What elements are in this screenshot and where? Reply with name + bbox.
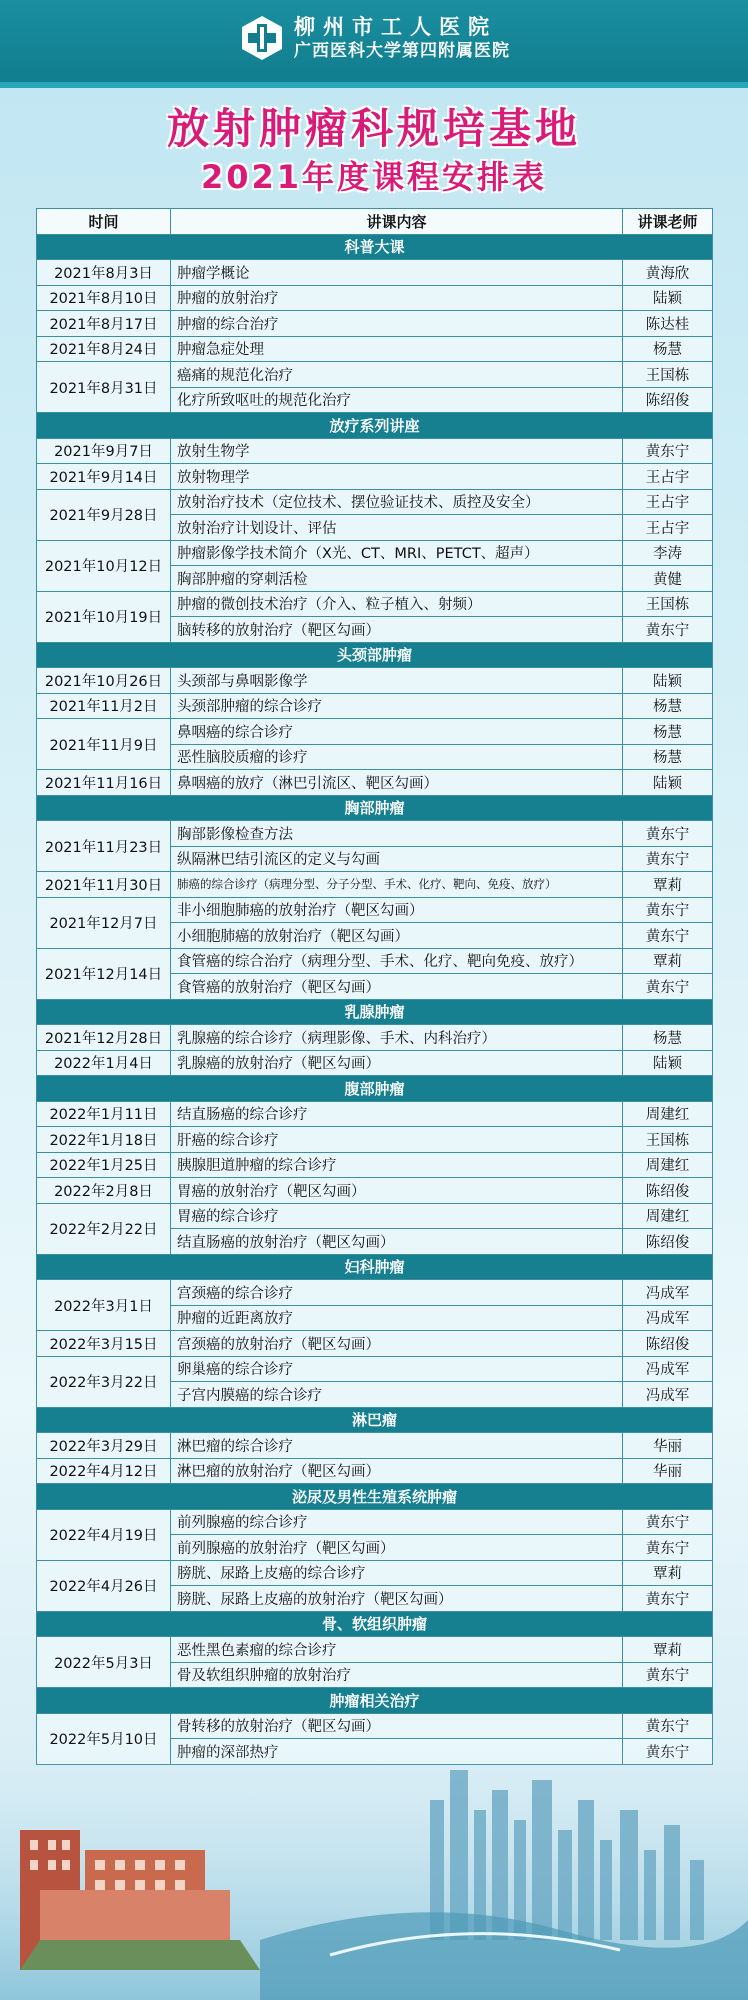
teacher-cell: 黄海欣: [623, 260, 713, 286]
section-title: 腹部肿瘤: [37, 1076, 713, 1102]
section-header-row: [37, 1407, 713, 1433]
table-row: [37, 438, 713, 464]
date-cell: 2022年2月8日: [37, 1178, 171, 1204]
teacher-cell: 华丽: [623, 1433, 713, 1459]
topic-cell: 胃癌的放射治疗（靶区勾画）: [171, 1178, 623, 1204]
section-header-row: [37, 234, 713, 260]
table-row: [37, 1560, 713, 1586]
table-row: [37, 668, 713, 694]
teacher-cell: 覃莉: [623, 1560, 713, 1586]
section-title: 放疗系列讲座: [37, 413, 713, 439]
teacher-cell: 陆颖: [623, 285, 713, 311]
teacher-cell: 王国栋: [623, 591, 713, 617]
topic-cell: 胰腺胆道肿瘤的综合诊疗: [171, 1152, 623, 1178]
table-row: [37, 285, 713, 311]
date-cell: 2021年10月19日: [37, 591, 171, 642]
topic-cell: 膀胱、尿路上皮癌的综合诊疗: [171, 1560, 623, 1586]
teacher-cell: 冯成军: [623, 1382, 713, 1408]
topic-cell: 淋巴瘤的综合诊疗: [171, 1433, 623, 1459]
section-header-row: [37, 1254, 713, 1280]
section-header-row: [37, 1076, 713, 1102]
teacher-cell: 王占宇: [623, 489, 713, 515]
teacher-cell: 陈绍俊: [623, 1331, 713, 1357]
date-cell: 2021年11月2日: [37, 693, 171, 719]
date-cell: 2021年8月17日: [37, 311, 171, 337]
table-row: [37, 719, 713, 745]
date-cell: 2022年3月22日: [37, 1356, 171, 1407]
topic-cell: 小细胞肺癌的放射治疗（靶区勾画）: [171, 923, 623, 949]
topic-cell: 脑转移的放射治疗（靶区勾画）: [171, 617, 623, 643]
topic-cell: 恶性脑胶质瘤的诊疗: [171, 744, 623, 770]
teacher-cell: 黄东宁: [623, 1535, 713, 1561]
teacher-cell: 王国栋: [623, 1127, 713, 1153]
topic-cell: 前列腺癌的放射治疗（靶区勾画）: [171, 1535, 623, 1561]
teacher-cell: 王占宇: [623, 515, 713, 541]
topic-cell: 放射治疗技术（定位技术、摆位验证技术、质控及安全）: [171, 489, 623, 515]
date-cell: 2022年4月19日: [37, 1509, 171, 1560]
table-row: [37, 311, 713, 337]
topic-cell: 乳腺癌的放射治疗（靶区勾画）: [171, 1050, 623, 1076]
date-cell: 2021年8月3日: [37, 260, 171, 286]
section-title: 科普大课: [37, 234, 713, 260]
teacher-cell: 冯成军: [623, 1356, 713, 1382]
topic-cell: 癌痛的规范化治疗: [171, 362, 623, 388]
table-row: [37, 1356, 713, 1382]
section-header-row: [37, 1611, 713, 1637]
topic-cell: 子宫内膜癌的综合诊疗: [171, 1382, 623, 1408]
date-cell: 2022年3月15日: [37, 1331, 171, 1357]
date-cell: 2021年9月7日: [37, 438, 171, 464]
teacher-cell: 黄东宁: [623, 897, 713, 923]
topic-cell: 恶性黑色素瘤的综合诊疗: [171, 1637, 623, 1663]
topic-cell: 肿瘤的近距离放疗: [171, 1305, 623, 1331]
date-cell: 2021年9月14日: [37, 464, 171, 490]
table-row: [37, 1509, 713, 1535]
section-title: 乳腺肿瘤: [37, 999, 713, 1025]
topic-cell: 鼻咽癌的放疗（淋巴引流区、靶区勾画）: [171, 770, 623, 796]
teacher-cell: 黄东宁: [623, 1586, 713, 1612]
topic-cell: 放射物理学: [171, 464, 623, 490]
date-cell: 2022年5月3日: [37, 1637, 171, 1688]
teacher-cell: 周建红: [623, 1152, 713, 1178]
date-cell: 2022年1月4日: [37, 1050, 171, 1076]
teacher-cell: 黄东宁: [623, 1662, 713, 1688]
hospital-name-primary: 柳州市工人医院: [294, 15, 497, 39]
hospital-name-secondary: 广西医科大学第四附属医院: [294, 41, 510, 61]
topic-cell: 胸部肿瘤的穿刺活检: [171, 566, 623, 592]
section-header-row: [37, 413, 713, 439]
teacher-cell: 黄东宁: [623, 923, 713, 949]
table-header-row: [37, 209, 713, 235]
date-cell: 2021年8月10日: [37, 285, 171, 311]
date-cell: 2021年12月7日: [37, 897, 171, 948]
teacher-cell: 黄东宁: [623, 1713, 713, 1739]
date-cell: 2022年1月25日: [37, 1152, 171, 1178]
date-cell: 2021年12月14日: [37, 948, 171, 999]
teacher-cell: 黄东宁: [623, 1509, 713, 1535]
topic-cell: 食管癌的放射治疗（靶区勾画）: [171, 974, 623, 1000]
date-cell: 2021年8月31日: [37, 362, 171, 413]
table-row: [37, 1025, 713, 1051]
table-row: [37, 1050, 713, 1076]
section-title: 淋巴瘤: [37, 1407, 713, 1433]
topic-cell: 肿瘤影像学技术简介（X光、CT、MRI、PETCT、超声）: [171, 540, 623, 566]
table-row: [37, 362, 713, 388]
teacher-cell: 杨慧: [623, 1025, 713, 1051]
topic-cell: 纵隔淋巴结引流区的定义与勾画: [171, 846, 623, 872]
table-row: [37, 1152, 713, 1178]
table-row: [37, 489, 713, 515]
topic-cell: 放射生物学: [171, 438, 623, 464]
table-row: [37, 336, 713, 362]
date-cell: 2021年8月24日: [37, 336, 171, 362]
teacher-cell: 陈绍俊: [623, 387, 713, 413]
section-header-row: [37, 642, 713, 668]
topic-cell: 化疗所致呕吐的规范化治疗: [171, 387, 623, 413]
topic-cell: 头颈部与鼻咽影像学: [171, 668, 623, 694]
table-row: [37, 770, 713, 796]
topic-cell: 结直肠癌的综合诊疗: [171, 1101, 623, 1127]
teacher-cell: 覃莉: [623, 1637, 713, 1663]
teacher-cell: 李涛: [623, 540, 713, 566]
table-row: [37, 821, 713, 847]
table-row: [37, 897, 713, 923]
date-cell: 2021年11月23日: [37, 821, 171, 872]
table-row: [37, 591, 713, 617]
section-header-row: [37, 1484, 713, 1510]
teacher-cell: 陈达桂: [623, 311, 713, 337]
topic-cell: 鼻咽癌的综合诊疗: [171, 719, 623, 745]
topic-cell: 头颈部肿瘤的综合诊疗: [171, 693, 623, 719]
topic-cell: 淋巴瘤的放射治疗（靶区勾画）: [171, 1458, 623, 1484]
topic-cell: 放射治疗计划设计、评估: [171, 515, 623, 541]
teacher-cell: 王国栋: [623, 362, 713, 388]
teacher-cell: 覃莉: [623, 872, 713, 898]
teacher-cell: 杨慧: [623, 693, 713, 719]
teacher-cell: 陈绍俊: [623, 1178, 713, 1204]
teacher-cell: 华丽: [623, 1458, 713, 1484]
teacher-cell: 黄东宁: [623, 438, 713, 464]
date-cell: 2022年4月12日: [37, 1458, 171, 1484]
teacher-cell: 覃莉: [623, 948, 713, 974]
section-title: 头颈部肿瘤: [37, 642, 713, 668]
table-row: [37, 464, 713, 490]
topic-cell: 膀胱、尿路上皮癌的放射治疗（靶区勾画）: [171, 1586, 623, 1612]
table-row: [37, 1458, 713, 1484]
teacher-cell: 陈绍俊: [623, 1229, 713, 1255]
teacher-cell: 陆颖: [623, 668, 713, 694]
topic-cell: 肝癌的综合诊疗: [171, 1127, 623, 1153]
table-row: [37, 1280, 713, 1306]
section-title: 泌尿及男性生殖系统肿瘤: [37, 1484, 713, 1510]
date-cell: 2022年1月18日: [37, 1127, 171, 1153]
table-row: [37, 1433, 713, 1459]
date-cell: 2022年3月29日: [37, 1433, 171, 1459]
date-cell: 2021年11月16日: [37, 770, 171, 796]
section-title: 胸部肿瘤: [37, 795, 713, 821]
teacher-cell: 冯成军: [623, 1280, 713, 1306]
schedule-table: [36, 208, 713, 1765]
column-header-teacher: 讲课老师: [623, 209, 713, 235]
teacher-cell: 黄东宁: [623, 617, 713, 643]
table-row: [37, 1101, 713, 1127]
topic-cell: 卵巢癌的综合诊疗: [171, 1356, 623, 1382]
topic-cell: 宫颈癌的综合诊疗: [171, 1280, 623, 1306]
topic-cell: 胸部影像检查方法: [171, 821, 623, 847]
teacher-cell: 周建红: [623, 1203, 713, 1229]
topic-cell: 肿瘤急症处理: [171, 336, 623, 362]
page-title: 放射肿瘤科规培基地: [166, 104, 581, 153]
topic-cell: 肿瘤的综合治疗: [171, 311, 623, 337]
section-title: 妇科肿瘤: [37, 1254, 713, 1280]
teacher-cell: 陆颖: [623, 1050, 713, 1076]
topic-cell: 胃癌的综合诊疗: [171, 1203, 623, 1229]
teacher-cell: 黄东宁: [623, 974, 713, 1000]
table-row: [37, 1178, 713, 1204]
page-subtitle: 2021年度课程安排表: [200, 158, 548, 196]
column-header-time: 时间: [37, 209, 171, 235]
teacher-cell: 陆颖: [623, 770, 713, 796]
date-cell: 2021年11月9日: [37, 719, 171, 770]
topic-cell: 非小细胞肺癌的放射治疗（靶区勾画）: [171, 897, 623, 923]
table-row: [37, 948, 713, 974]
topic-cell: 肿瘤的放射治疗: [171, 285, 623, 311]
date-cell: 2022年3月1日: [37, 1280, 171, 1331]
topic-cell: 前列腺癌的综合诊疗: [171, 1509, 623, 1535]
date-cell: 2022年4月26日: [37, 1560, 171, 1611]
topic-cell: 宫颈癌的放射治疗（靶区勾画）: [171, 1331, 623, 1357]
teacher-cell: 杨慧: [623, 336, 713, 362]
teacher-cell: 黄东宁: [623, 846, 713, 872]
hospital-logo-group: [238, 14, 510, 62]
date-cell: 2021年9月28日: [37, 489, 171, 540]
header-divider: [0, 82, 748, 88]
date-cell: 2021年10月26日: [37, 668, 171, 694]
column-header-content: 讲课内容: [171, 209, 623, 235]
topic-cell: 肺癌的综合诊疗（病理分型、分子分型、手术、化疗、靶向、免疫、放疗）: [171, 872, 623, 898]
topic-cell: 结直肠癌的放射治疗（靶区勾画）: [171, 1229, 623, 1255]
date-cell: 2022年2月22日: [37, 1203, 171, 1254]
table-row: [37, 1713, 713, 1739]
date-cell: 2022年1月11日: [37, 1101, 171, 1127]
section-header-row: [37, 795, 713, 821]
teacher-cell: 杨慧: [623, 744, 713, 770]
table-row: [37, 1127, 713, 1153]
table-row: [37, 540, 713, 566]
topic-cell: 食管癌的综合治疗（病理分型、手术、化疗、靶向免疫、放疗）: [171, 948, 623, 974]
topic-cell: 骨及软组织肿瘤的放射治疗: [171, 1662, 623, 1688]
teacher-cell: 冯成军: [623, 1305, 713, 1331]
city-skyline-illustration: [0, 1740, 748, 2000]
table-row: [37, 260, 713, 286]
section-title: 骨、软组织肿瘤: [37, 1611, 713, 1637]
table-row: [37, 693, 713, 719]
date-cell: 2021年11月30日: [37, 872, 171, 898]
teacher-cell: 黄健: [623, 566, 713, 592]
table-row: [37, 1331, 713, 1357]
section-title: 肿瘤相关治疗: [37, 1688, 713, 1714]
section-header-row: [37, 1688, 713, 1714]
topic-cell: 肿瘤学概论: [171, 260, 623, 286]
date-cell: 2021年10月12日: [37, 540, 171, 591]
teacher-cell: 王占宇: [623, 464, 713, 490]
header-bar: [0, 0, 748, 82]
date-cell: 2021年12月28日: [37, 1025, 171, 1051]
teacher-cell: 杨慧: [623, 719, 713, 745]
section-header-row: [37, 999, 713, 1025]
teacher-cell: 黄东宁: [623, 821, 713, 847]
table-row: [37, 1203, 713, 1229]
teacher-cell: 周建红: [623, 1101, 713, 1127]
table-row: [37, 1637, 713, 1663]
topic-cell: 乳腺癌的综合诊疗（病理影像、手术、内科治疗）: [171, 1025, 623, 1051]
hospital-cross-logo-icon: [238, 14, 286, 62]
table-row: [37, 872, 713, 898]
topic-cell: 骨转移的放射治疗（靶区勾画）: [171, 1713, 623, 1739]
topic-cell: 肿瘤的微创技术治疗（介入、粒子植入、射频）: [171, 591, 623, 617]
